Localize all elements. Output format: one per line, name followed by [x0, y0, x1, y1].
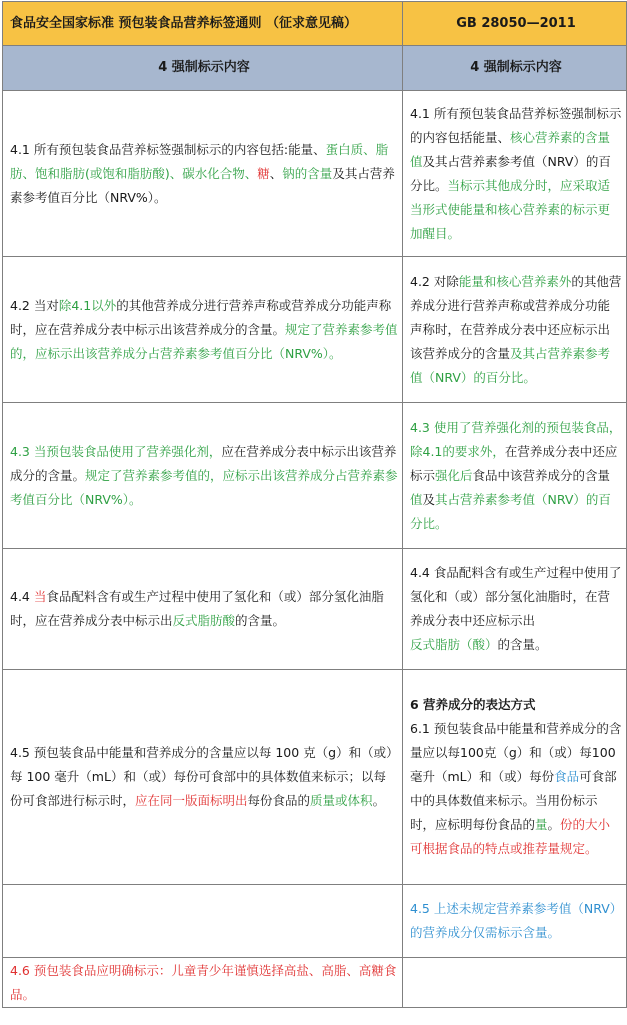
clause-row-4-5 [3, 670, 627, 885]
clause-right-cell [403, 958, 627, 1008]
clause-row-4-6 [3, 958, 627, 1008]
clause-left-cell [3, 958, 403, 1008]
text-run: 及 [422, 491, 436, 507]
section-left-title: 4 强制标示内容 [3, 46, 403, 91]
text-run: 当 [33, 589, 47, 604]
text-run: 的含量。 [235, 613, 286, 628]
text-run: 4.4 [10, 589, 34, 604]
text-run: 反式脂肪（酸） [410, 637, 498, 652]
text-run: 的其他营养成分进行营养声称或营养成分功能声称时，应在营养成分表中标示出该营养成分的含量。 [10, 297, 392, 337]
text-run: 份的大小可根据食品的特点或推荐量规定。 [410, 817, 611, 856]
clause-right-cell [403, 91, 627, 257]
text-run: 。 [547, 817, 561, 832]
text-run: 4.5 上述未规定营养素参考值（NRV）的营养成分仅需标示含量。 [410, 901, 617, 940]
text-run: 能量和核心营养素外 [458, 273, 572, 289]
text-run: 强化后 [435, 467, 473, 483]
clause-right-cell [403, 885, 627, 958]
text-run: 食品 [554, 769, 580, 784]
text-run: 其占营养素参考值（NRV）的百分比。 [410, 491, 611, 531]
text-run: 4.1 所有预包装食品营养标签强制标示的内容包括能量、 [410, 105, 622, 145]
text-run: 及其占营养素参考值（NRV）的百分比。 [410, 153, 611, 193]
clause-left-cell [3, 257, 403, 403]
text-run: 。 [372, 793, 386, 808]
clause-row-nrv [3, 885, 627, 958]
text-run: 钠的含量 [282, 165, 333, 181]
clause-6-1-text [410, 717, 622, 861]
text-run: 质量或体积 [310, 793, 373, 808]
text-run: 反式脂肪酸 [172, 613, 236, 628]
header-right-title: GB 28050—2011 [403, 2, 627, 46]
header-row [3, 2, 627, 46]
text-run: 蛋白质、脂肪、饱和脂肪(或饱和脂肪酸)、碳水化合物、 [10, 141, 389, 181]
clause-left-cell [3, 403, 403, 549]
text-run: 食品配料含有或生产过程中使用了氢化和（或）部分氢化油脂时，应在营养成分表中标示出 [10, 589, 384, 628]
text-run: 核心营养素的含量值 [410, 129, 611, 169]
clause-right-cell [403, 670, 627, 885]
text-run: 可食部中的具体数值来标示。当用份标示时，应标明每份食品的 [410, 769, 617, 832]
text-run: 量 [535, 817, 548, 832]
text-run: 规定了营养素参考值的，应标示出该营养成分占营养素参考值百分比（NRV%）。 [10, 467, 398, 507]
text-run: 4.2 对除 [410, 273, 459, 289]
clause-row-4-2 [3, 257, 627, 403]
text-run: 除4.1以外 [58, 297, 117, 313]
section-right-title: 4 强制标示内容 [403, 46, 627, 91]
clause-left-cell [3, 549, 403, 670]
text-run: 在营养成分表中还应标示 [410, 443, 618, 483]
text-run: 应在同一版面标明出 [135, 793, 248, 808]
clause-right-cell [403, 549, 627, 670]
section-6-title: 6 营养成分的表达方式 [410, 697, 536, 712]
section-row [3, 46, 627, 91]
text-run: 应在营养成分表中标示出该营养成分的含量。 [10, 443, 397, 483]
text-run: 4.5 预包装食品中能量和营养成分的含量应以每 100 克（g）和（或）每 100 毫升（mL）和（或）每份可食部中的具体数值来标示；以每份可食部进行标示时， [10, 745, 393, 808]
clause-left-cell [3, 885, 403, 958]
text-run: 的含量。 [497, 637, 548, 652]
text-run: 4.3 使用了营养强化剂的预包装食品， [410, 419, 622, 435]
text-run: 食品中该营养成分的含量 [472, 467, 611, 483]
clause-row-4-3 [3, 403, 627, 549]
text-run: 的其他营养成分进行营养声称或营养成分功能声称时，在营养成分表中还应标示出该营养成分的含量 [410, 273, 622, 361]
header-left-title: 食品安全国家标准 预包装食品营养标签通则 （征求意见稿） [3, 2, 403, 46]
text-run: 4.4 食品配料含有或生产过程中使用了氢化和（或）部分氢化油脂时，在营养成分表中还应标示出 [410, 565, 622, 628]
text-run: 4.6 预包装食品应明确标示：儿童青少年谨慎选择高盐、高脂、高糖食品。 [10, 962, 397, 1002]
text-run: 及其占营养素参考值百分比（NRV%）。 [10, 165, 395, 205]
text-run: 及其占营养素参考值（NRV）的百分比。 [410, 345, 611, 385]
clause-right-cell [403, 403, 627, 549]
clause-row-4-4 [3, 549, 627, 670]
clause-right-cell [403, 257, 627, 403]
text-run: 值 [410, 491, 423, 507]
clause-left-cell [3, 91, 403, 257]
clause-left-cell [3, 670, 403, 885]
text-run: 规定了营养素参考值的，应标示出该营养成分占营养素参考值百分比（NRV%）。 [10, 321, 398, 361]
clause-row-4-1 [3, 91, 627, 257]
text-run: 4.3 当预包装食品使用了营养强化剂， [10, 443, 222, 459]
text-run: 每份食品的 [247, 793, 311, 808]
comparison-table [2, 1, 627, 1008]
text-run: 6.1 预包装食品中能量和营养成分的含量应以每100克（g）和（或）每100毫升（mL）和（或）每份 [410, 721, 622, 784]
text-run: 糖 [257, 165, 270, 181]
text-run: 除4.1的要求外， [410, 443, 505, 459]
text-run: 4.2 当对 [10, 297, 59, 313]
text-run: 4.1 所有预包装食品营养标签强制标示的内容包括:能量、 [10, 141, 326, 157]
text-run: 、 [269, 165, 283, 181]
text-run: 当标示其他成分时，应采取适当形式使能量和核心营养素的标示更加醒目。 [410, 177, 611, 241]
